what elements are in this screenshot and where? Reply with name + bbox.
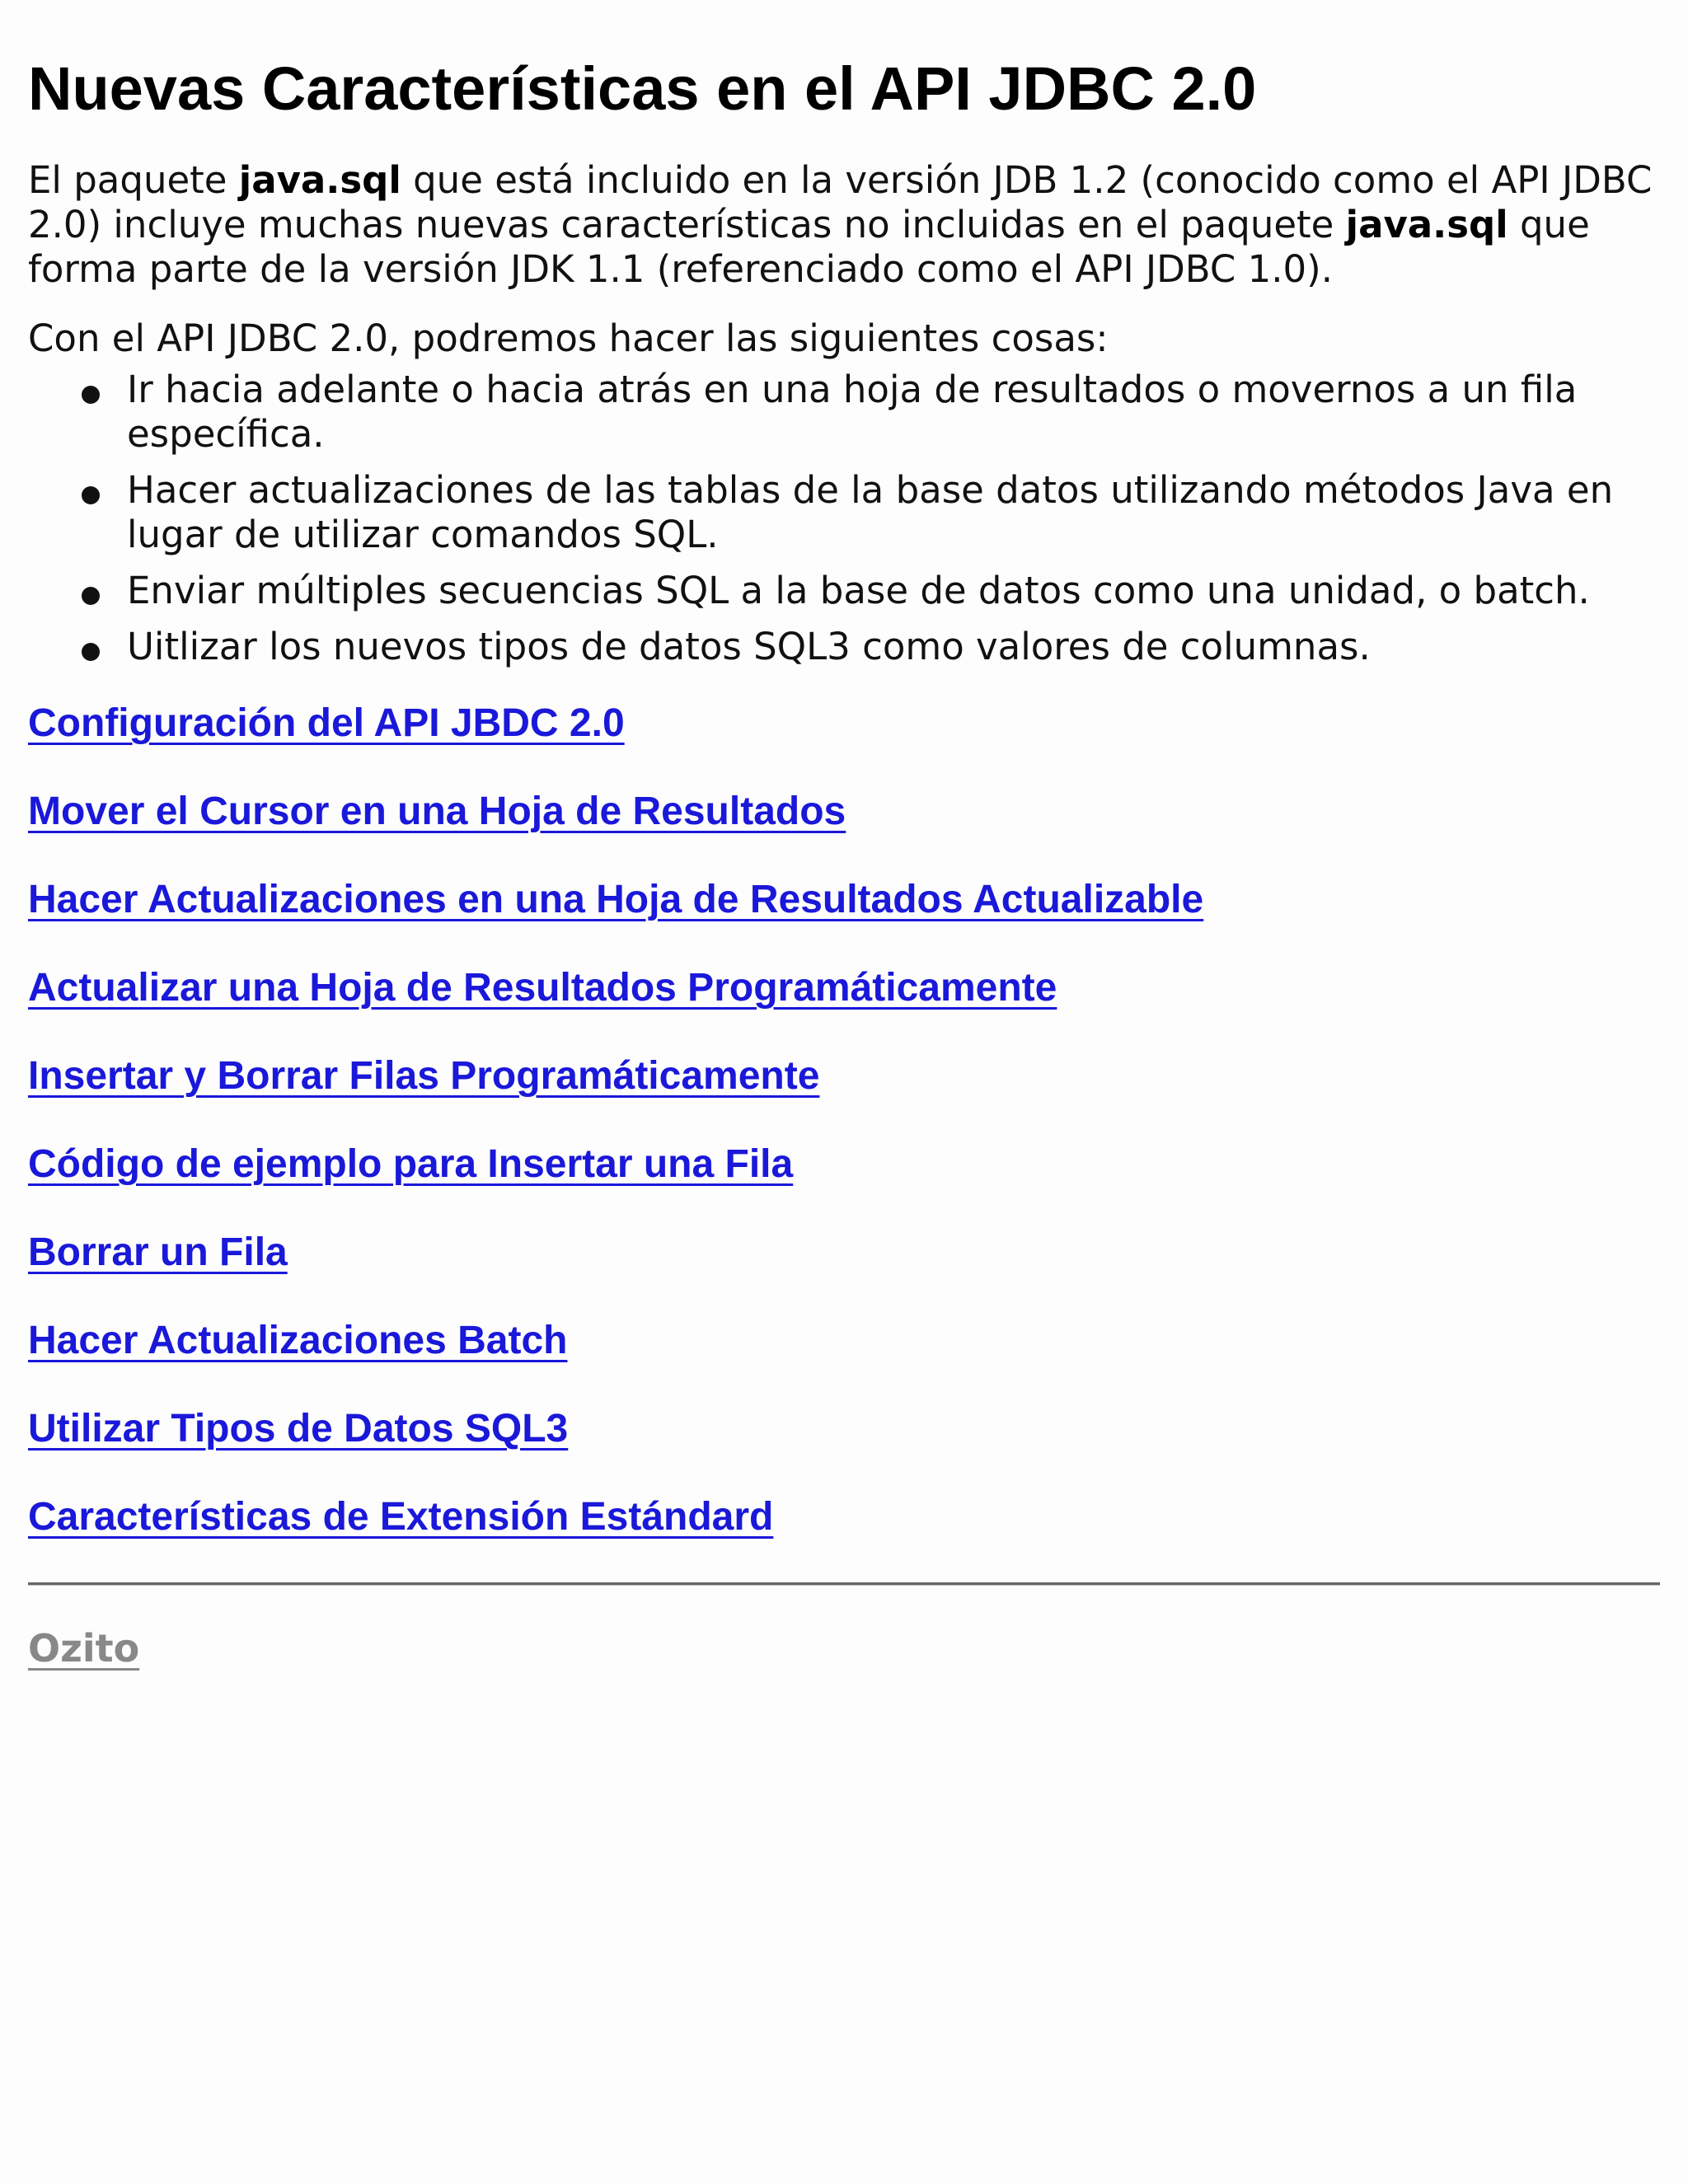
author-link[interactable]: Ozito xyxy=(28,1626,140,1671)
list-item-text: Uitlizar los nuevos tipos de datos SQL3 como valores de columnas. xyxy=(127,625,1371,668)
section-links xyxy=(28,701,1660,1540)
intro-text-2: que está incluido en la versión JDB 1.2 (conocido como el API JDBC 2.0) incluye muchas nuevas características no incluidas en el paquete xyxy=(28,158,1653,246)
link-extension-estandard[interactable]: Características de Extensión Estándard xyxy=(28,1495,774,1539)
link-configuracion[interactable]: Configuración del API JBDC 2.0 xyxy=(28,701,625,745)
link-mover-cursor[interactable]: Mover el Cursor en una Hoja de Resultados xyxy=(28,790,846,833)
bullet-icon xyxy=(82,587,100,605)
link-insertar-borrar[interactable]: Insertar y Borrar Filas Programáticamente xyxy=(28,1054,820,1098)
bullet-icon xyxy=(82,386,100,404)
link-actualizaciones-batch[interactable]: Hacer Actualizaciones Batch xyxy=(28,1319,568,1362)
link-borrar-fila[interactable]: Borrar un Fila xyxy=(28,1230,288,1274)
list-item xyxy=(127,468,1685,557)
intro-text-1: El paquete xyxy=(28,158,239,202)
link-actualizar-hoja[interactable]: Actualizar una Hoja de Resultados Programáticamente xyxy=(28,966,1057,1010)
intro-paragraph xyxy=(28,158,1656,292)
page-content xyxy=(28,0,1660,1671)
intro-text-3: que forma parte de la versión JDK 1.1 (referenciado como el API JDBC 1.0). xyxy=(28,203,1590,291)
bullet-icon xyxy=(82,486,100,504)
bullet-icon xyxy=(82,643,100,661)
page-title: Nuevas Características en el API JDBC 2.0 xyxy=(28,54,1257,123)
link-tipos-sql3[interactable]: Utilizar Tipos de Datos SQL3 xyxy=(28,1407,569,1451)
footer-divider xyxy=(28,1582,1660,1586)
list-item-text: Enviar múltiples secuencias SQL a la base de datos como una unidad, o batch. xyxy=(127,569,1590,612)
list-item xyxy=(127,625,1685,669)
link-codigo-ejemplo[interactable]: Código de ejemplo para Insertar una Fila xyxy=(28,1142,794,1186)
intro-package-name-1: java.sql xyxy=(238,158,401,202)
list-item xyxy=(127,569,1685,613)
list-item-text: Hacer actualizaciones de las tablas de la base datos utilizando métodos Java en lugar de utilizar comandos SQL. xyxy=(127,468,1614,556)
features-lead: Con el API JDBC 2.0, podremos hacer las siguientes cosas: xyxy=(28,316,1109,360)
link-hacer-actualizaciones[interactable]: Hacer Actualizaciones en una Hoja de Resultados Actualizable xyxy=(28,878,1204,921)
list-item-text: Ir hacia adelante o hacia atrás en una hoja de resultados o movernos a un fila específica. xyxy=(127,368,1578,456)
intro-package-name-2: java.sql xyxy=(1345,203,1508,246)
features-list xyxy=(28,368,1660,669)
list-item xyxy=(127,368,1685,457)
